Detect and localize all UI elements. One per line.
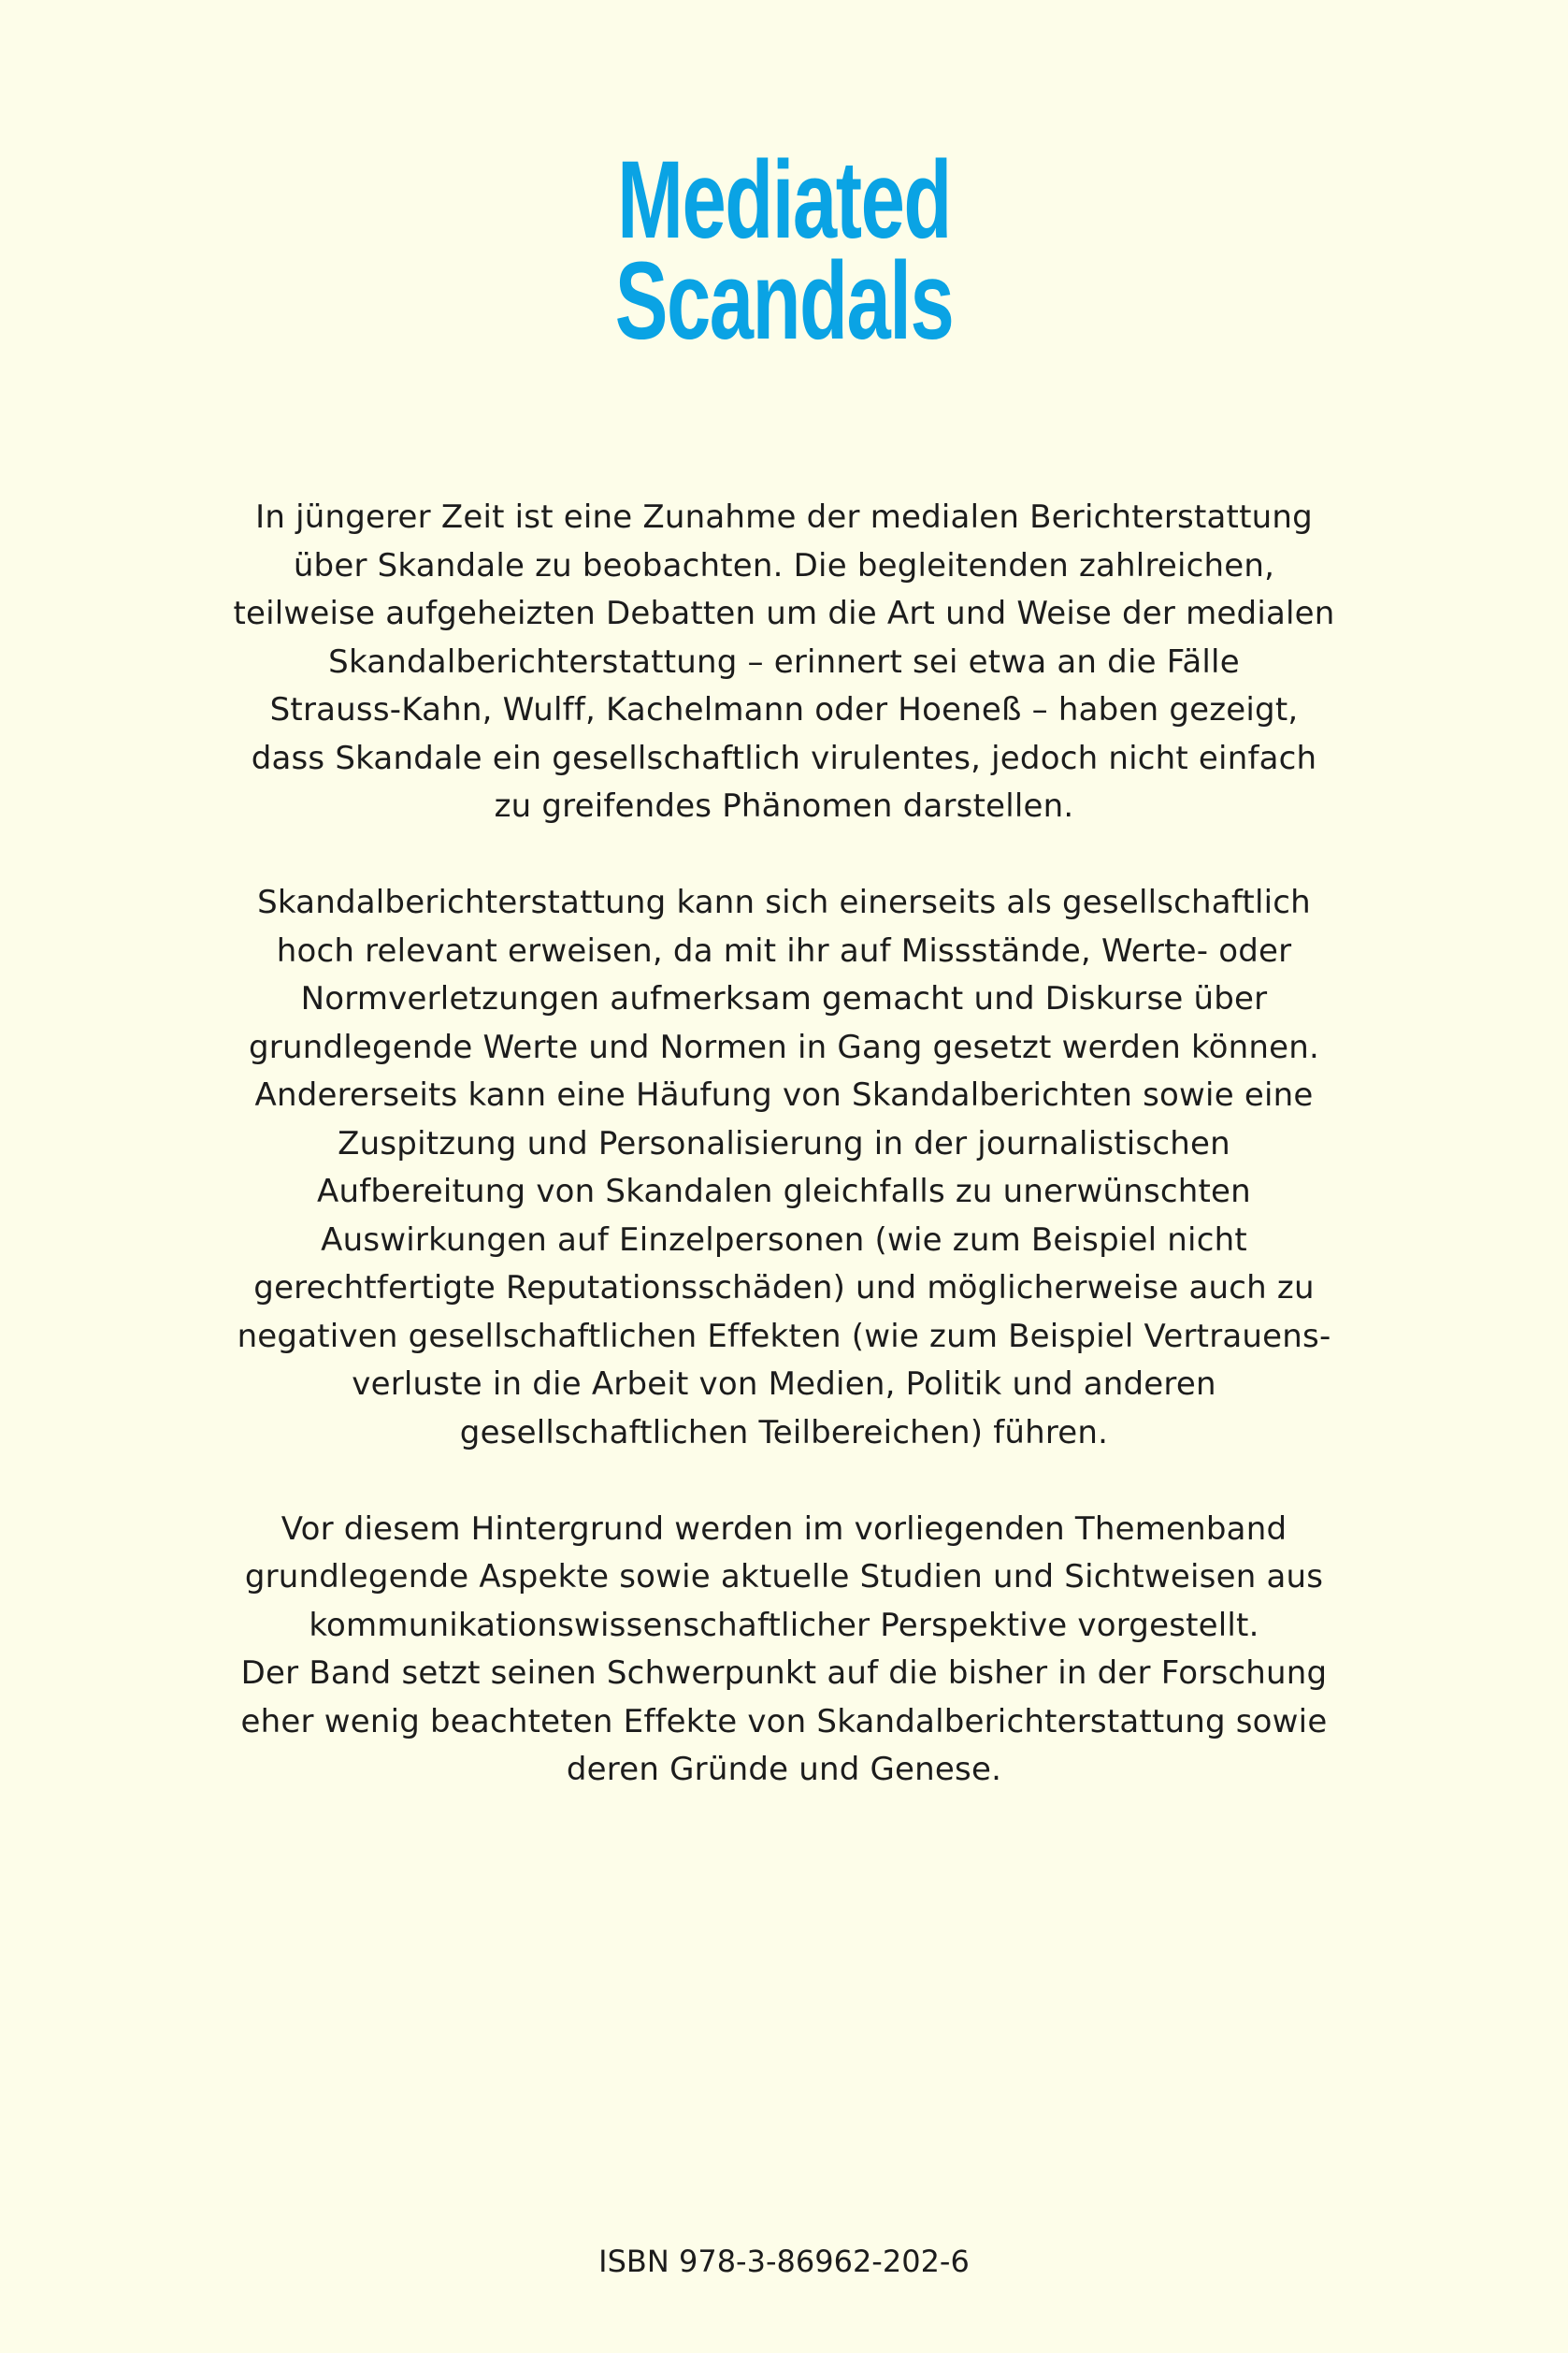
blurb-line: Andererseits kann eine Häufung von Skandalberichten sowie eine [254, 1076, 1314, 1114]
paragraph-spacer [168, 831, 1400, 880]
blurb-line: deren Gründe und Genese. [566, 1751, 1002, 1788]
isbn-number: ISBN 978-3-86962-202-6 [598, 2244, 970, 2279]
paragraph-spacer [168, 1457, 1400, 1506]
blurb-line: Skandalberichterstattung – erinnert sei etwa an die Fälle [328, 642, 1240, 681]
blurb-line: hoch relevant erweisen, da mit ihr auf Missstände, Werte- oder [276, 931, 1292, 970]
blurb-line: verluste in die Arbeit von Medien, Politik und anderen [352, 1365, 1216, 1403]
blurb-line: negativen gesellschaftlichen Effekten (wie zum Beispiel Vertrauens- [237, 1317, 1331, 1355]
blurb-line: Aufbereitung von Skandalen gleichfalls zu unerwünschten [317, 1173, 1251, 1210]
blurb-line: Normverletzungen aufmerksam gemacht und Diskurse über [300, 980, 1268, 1018]
blurb-line: Skandalberichterstattung kann sich einerseits als gesellschaftlich [257, 884, 1311, 921]
blurb-line: Auswirkungen auf Einzelpersonen (wie zum Beispiel nicht [321, 1220, 1247, 1259]
blurb-paragraph-2 [168, 879, 1400, 1457]
blurb-line: In jüngerer Zeit ist eine Zunahme der medialen Berichterstattung [255, 498, 1313, 536]
blurb-line: über Skandale zu beobachten. Die begleitenden zahlreichen, [293, 546, 1275, 585]
blurb-line: grundlegende Werte und Normen in Gang gesetzt werden können. [248, 1028, 1320, 1066]
blurb-line: Zuspitzung und Personalisierung in der journalistischen [338, 1124, 1230, 1162]
book-title [0, 138, 1568, 363]
book-title-line-2: Scandals [614, 239, 954, 363]
blurb-line: dass Skandale ein gesellschaftlich virulentes, jedoch nicht einfach [251, 739, 1317, 777]
blurb-line: eher wenig beachteten Effekte von Skandalberichterstattung sowie [240, 1702, 1328, 1740]
blurb-line: Der Band setzt seinen Schwerpunkt auf die bisher in der Forschung [240, 1654, 1328, 1692]
blurb-line: Strauss-Kahn, Wulff, Kachelmann oder Hoeneß – haben gezeigt, [269, 691, 1299, 729]
book-title-line-1: Mediated [617, 138, 951, 262]
blurb-line: teilweise aufgeheizten Debatten um die Art und Weise der medialen [233, 595, 1335, 632]
blurb [168, 494, 1400, 1795]
blurb-line: grundlegende Aspekte sowie aktuelle Studien und Sichtweisen aus [244, 1558, 1324, 1595]
blurb-line: Vor diesem Hintergrund werden im vorliegenden Themenband [281, 1509, 1287, 1548]
blurb-line: gesellschaftlichen Teilbereichen) führen. [459, 1413, 1109, 1451]
blurb-line: gerechtfertigte Reputationsschäden) und möglicherweise auch zu [253, 1269, 1315, 1306]
blurb-line: zu greifendes Phänomen darstellen. [494, 787, 1074, 825]
blurb-line: kommunikationswissenschaftlicher Perspektive vorgestellt. [309, 1606, 1259, 1644]
blurb-paragraph-1 [168, 494, 1400, 831]
blurb-paragraph-3 [168, 1506, 1400, 1795]
